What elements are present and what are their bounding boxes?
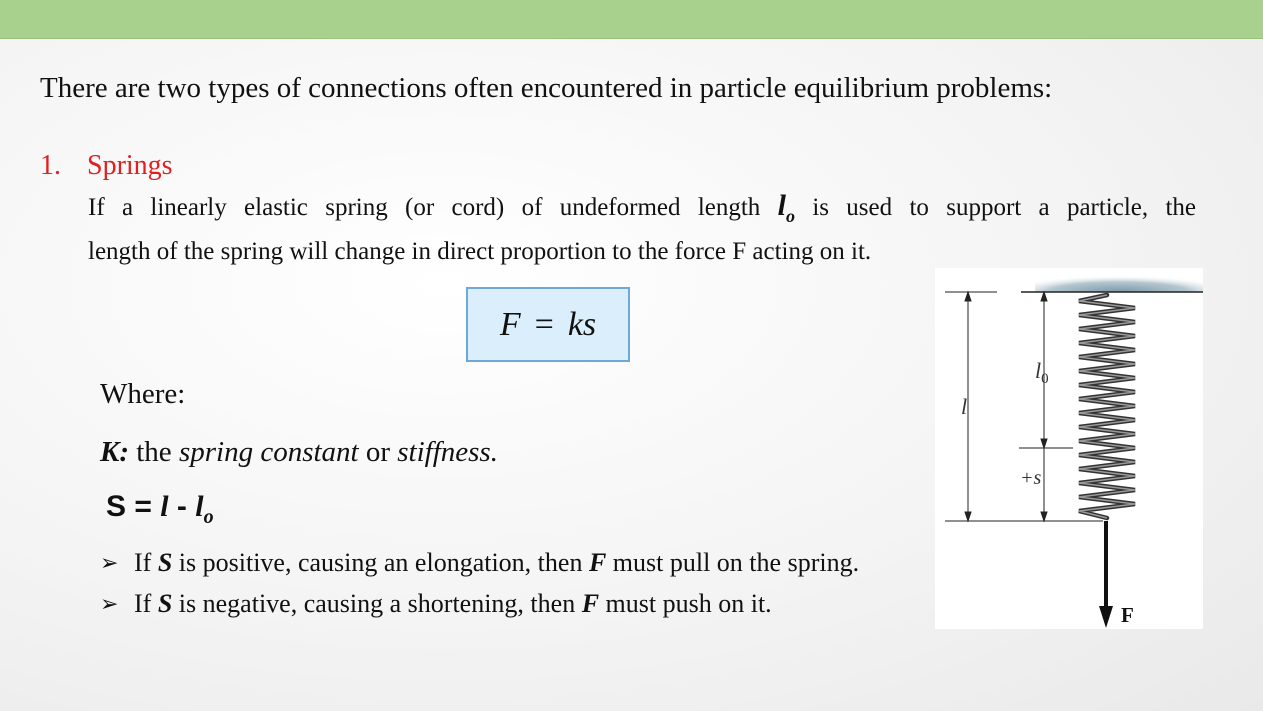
label-s: +s (1020, 467, 1042, 489)
bullet-positive: ➢ If S is positive, causing an elongation, then F must pull on the spring. (100, 548, 860, 577)
ceiling-support (1035, 268, 1203, 292)
lo-top-arrow (1041, 292, 1047, 301)
label-F: F (1121, 603, 1134, 627)
arrow-bullet-icon: ➢ (100, 551, 119, 576)
force-arrow-head-icon (1099, 606, 1113, 628)
k-definition: K: the spring constant or stiffness. (100, 436, 498, 468)
arrow-bullet-icon: ➢ (100, 592, 119, 617)
formula-rhs: ks (567, 305, 597, 343)
l-bottom-arrow (965, 512, 971, 521)
formula-equals: = (534, 305, 554, 343)
bullet-list (100, 548, 859, 630)
l-top-arrow (965, 292, 971, 301)
section-number: 1. (40, 150, 61, 181)
label-l: l (961, 394, 968, 419)
spring-description (88, 188, 1196, 269)
header-bar (0, 0, 1263, 39)
lo-symbol: $l_o$ (777, 189, 795, 226)
s-definition: $S = l - l_o$ (106, 490, 214, 528)
formula-box (466, 287, 630, 362)
intro-text: There are two types of connections often encountered in particle equilibrium problems: (40, 72, 1053, 104)
section-heading (40, 150, 173, 182)
formula-lhs: F (499, 305, 521, 343)
spring-diagram (935, 268, 1203, 629)
bullet-negative: ➢ If S is negative, causing a shortening, then F must push on it. (100, 589, 772, 618)
description-line-2: length of the spring will change in direct proportion to the force F acting on it. (88, 238, 872, 265)
where-label: Where: (100, 378, 186, 410)
lo-bottom-arrow (1041, 439, 1047, 448)
label-lo: $l_0$ (1035, 358, 1049, 387)
description-line-1: If a linearly elastic spring (or cord) of undeformed length $l_o$ is used to support a particle, the (88, 189, 1197, 226)
s-bottom-arrow (1041, 512, 1047, 521)
section-title: Springs (87, 150, 173, 181)
spring-figure (935, 268, 1203, 629)
